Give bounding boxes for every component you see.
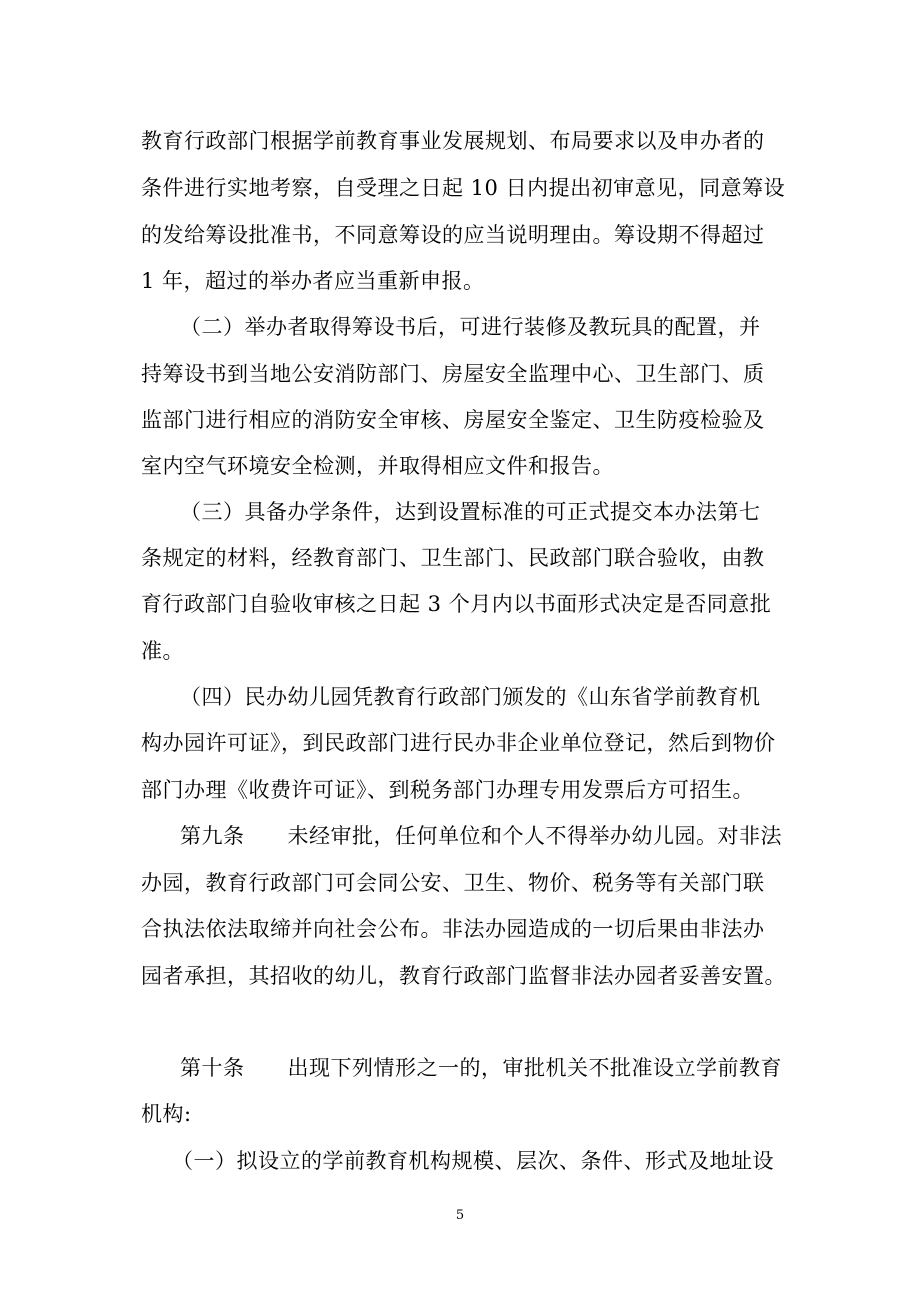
article-9-line-2: 办园，教育行政部门可会同公安、卫生、物价、税务等有关部门联	[141, 871, 765, 895]
paragraph-4-line-2: 构办园许可证》，到民政部门进行民办非企业单位登记，然后到物价	[141, 731, 776, 755]
paragraph-3-line-2: 条规定的材料，经教育部门、卫生部门、民政部门联合验收，由教	[141, 546, 765, 570]
paragraph-2-line-4: 室内空气环境安全检测，并取得相应文件和报告。	[141, 454, 614, 478]
paragraph-3-line-3: 育行政部门自验收审核之日起 3 个月内以书面形式决定是否同意批	[141, 592, 772, 616]
page-number: 5	[455, 1208, 465, 1223]
paragraph-1-line-1: 教育行政部门根据学前教育事业发展规划、布局要求以及申办者的	[141, 129, 765, 153]
paragraph-1-line-2: 条件进行实地考察，自受理之日起 10 日内提出初审意见，同意筹设	[141, 176, 786, 200]
article-10-line-1: 第十条 出现下列情形之一的，审批机关不批准设立学前教育	[180, 1056, 782, 1080]
paragraph-4-line-3: 部门办理《收费许可证》、到税务部门办理专用发票后方可招生。	[141, 778, 754, 802]
article-10-item-1-line-1: （一）拟设立的学前教育机构规模、层次、条件、形式及地址设	[172, 1149, 774, 1173]
paragraph-2-line-2: 持筹设书到当地公安消防部门、房屋安全监理中心、卫生部门、质	[141, 362, 765, 386]
article-9-line-1: 第九条 未经审批，任何单位和个人不得举办幼儿园。对非法	[180, 824, 782, 848]
article-9-line-4: 园者承担，其招收的幼儿，教育行政部门监督非法办园者妥善安置。	[141, 964, 786, 988]
paragraph-4-line-1: （四）民办幼儿园凭教育行政部门颁发的《山东省学前教育机	[180, 685, 761, 709]
article-10-line-2: 机构:	[141, 1102, 192, 1126]
paragraph-1-line-4: 1 年，超过的举办者应当重新申报。	[141, 269, 485, 293]
paragraph-1-line-3: 的发给筹设批准书，不同意筹设的应当说明理由。筹设期不得超过	[141, 223, 765, 247]
paragraph-2-line-1: （二）举办者取得筹设书后，可进行装修及教玩具的配置，并	[180, 315, 761, 339]
paragraph-2-line-3: 监部门进行相应的消防安全审核、房屋安全鉴定、卫生防疫检验及	[141, 408, 765, 432]
article-9-line-3: 合执法依法取缔并向社会公布。非法办园造成的一切后果由非法办	[141, 917, 765, 941]
paragraph-3-line-4: 准。	[141, 639, 184, 663]
paragraph-3-line-1: （三）具备办学条件，达到设置标准的可正式提交本办法第七	[180, 500, 761, 524]
